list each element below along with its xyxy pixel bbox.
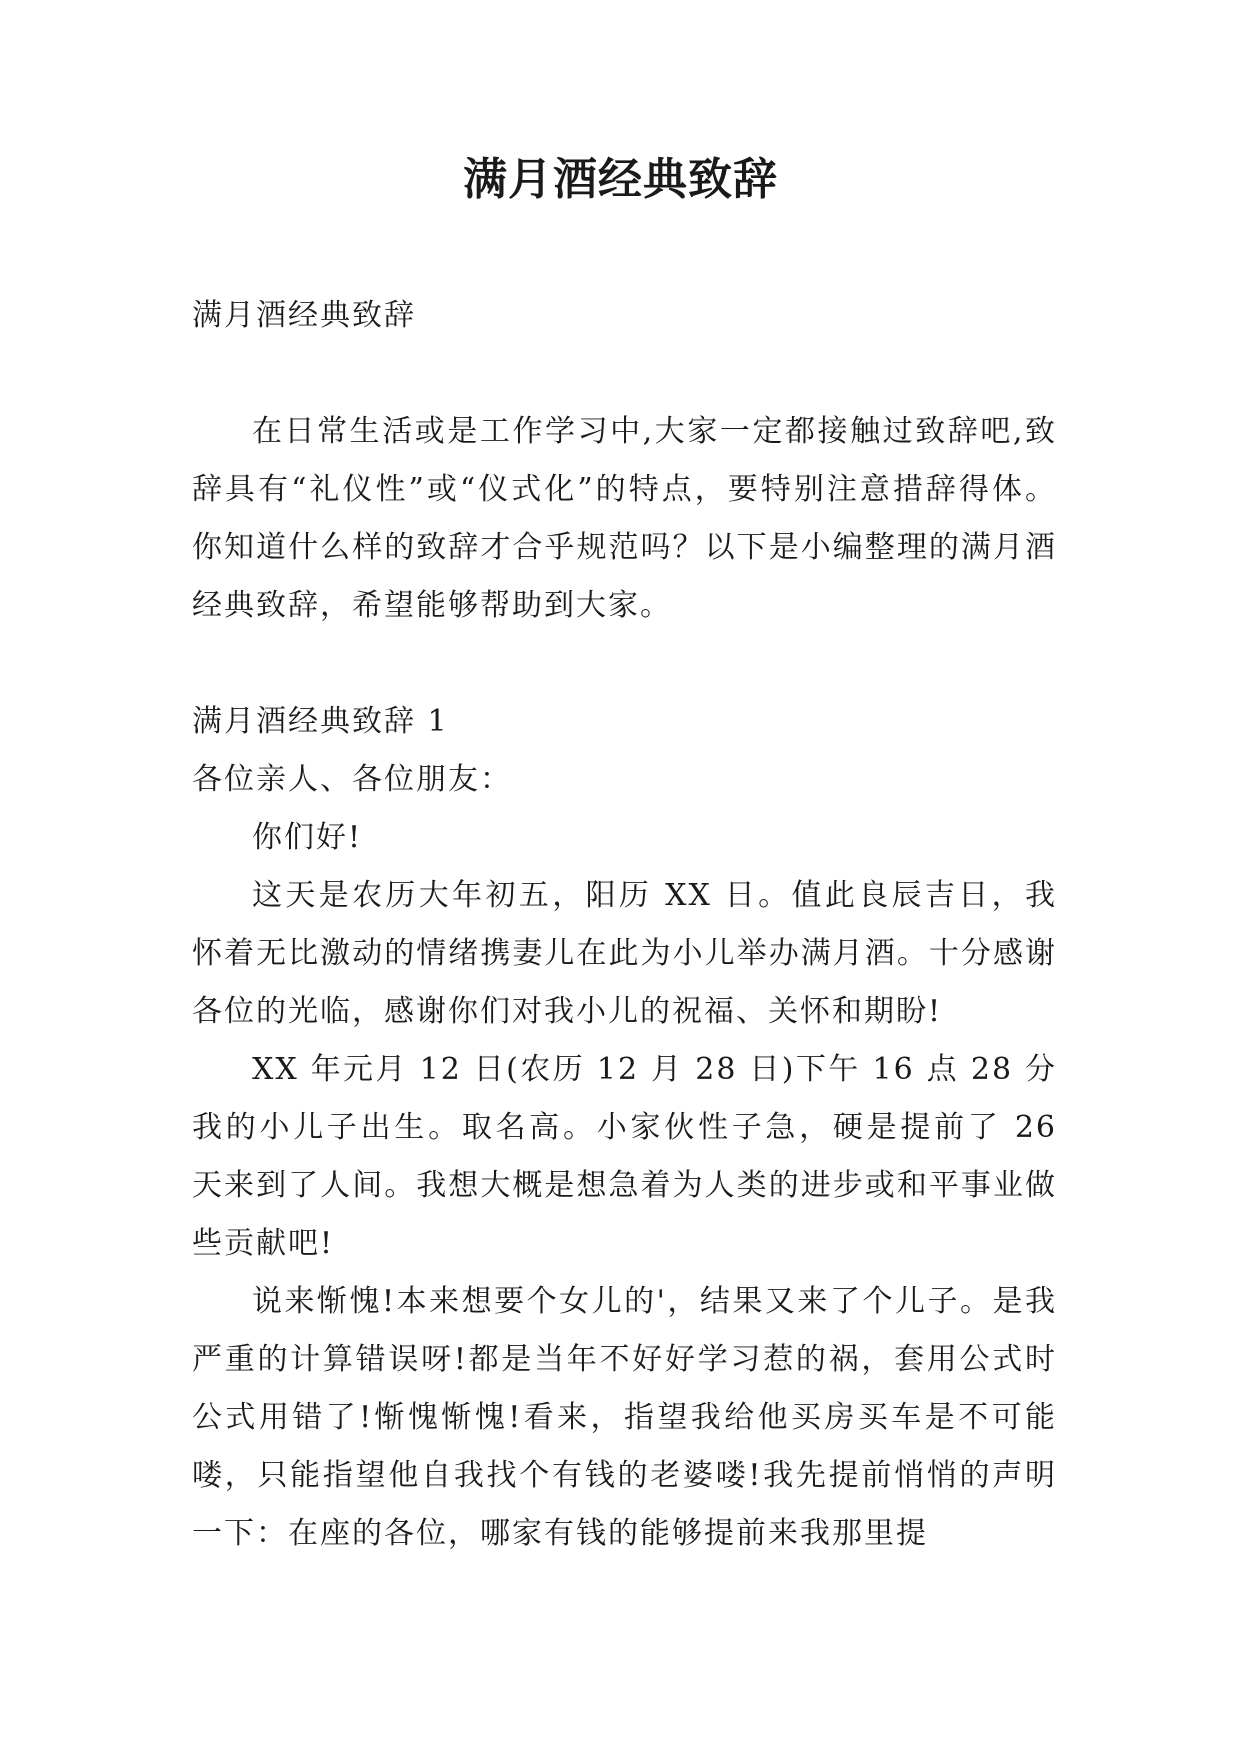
spacer: [192, 345, 1057, 403]
spacer: [192, 635, 1057, 693]
section-heading: 满月酒经典致辞 1: [192, 704, 449, 739]
greeting: 你们好!: [252, 820, 363, 855]
body-paragraph: 这天是农历大年初五，阳历 XX 日。值此良辰吉日，我怀着无比激动的情绪携妻儿在此为小儿举办满月酒。十分感谢各位的光临，感谢你们对我小儿的祝福、关怀和期盼!: [192, 878, 1057, 1029]
document-title: 满月酒经典致辞: [463, 154, 778, 205]
intro-paragraph: 在日常生活或是工作学习中,大家一定都接触过致辞吧,致辞具有“礼仪性”或“仪式化”的特点，要特别注意措辞得体。你知道什么样的致辞才合乎规范吗？以下是小编整理的满月酒经典致辞，希望能够帮助到大家。: [192, 414, 1057, 623]
document-subtitle: 满月酒经典致辞: [192, 298, 416, 333]
body-paragraph: 说来惭愧!本来想要个女儿的'，结果又来了个儿子。是我严重的计算错误呀!都是当年不好好学习惹的祸，套用公式时公式用错了!惭愧惭愧!看来，指望我给他买房买车是不可能喽，只能指望他自我找个有钱的老婆喽!我先提前悄悄的声明一下：在座的各位，哪家有钱的能够提前来我那里提: [192, 1284, 1057, 1551]
document-body: [192, 287, 1057, 1563]
body-paragraph: XX 年元月 12 日(农历 12 月 28 日)下午 16 点 28 分我的小儿子出生。取名高。小家伙性子急，硬是提前了 26 天来到了人间。我想大概是想急着为人类的进步或和平事业做些贡献吧!: [192, 1052, 1057, 1261]
salutation: 各位亲人、各位朋友：: [192, 762, 512, 797]
